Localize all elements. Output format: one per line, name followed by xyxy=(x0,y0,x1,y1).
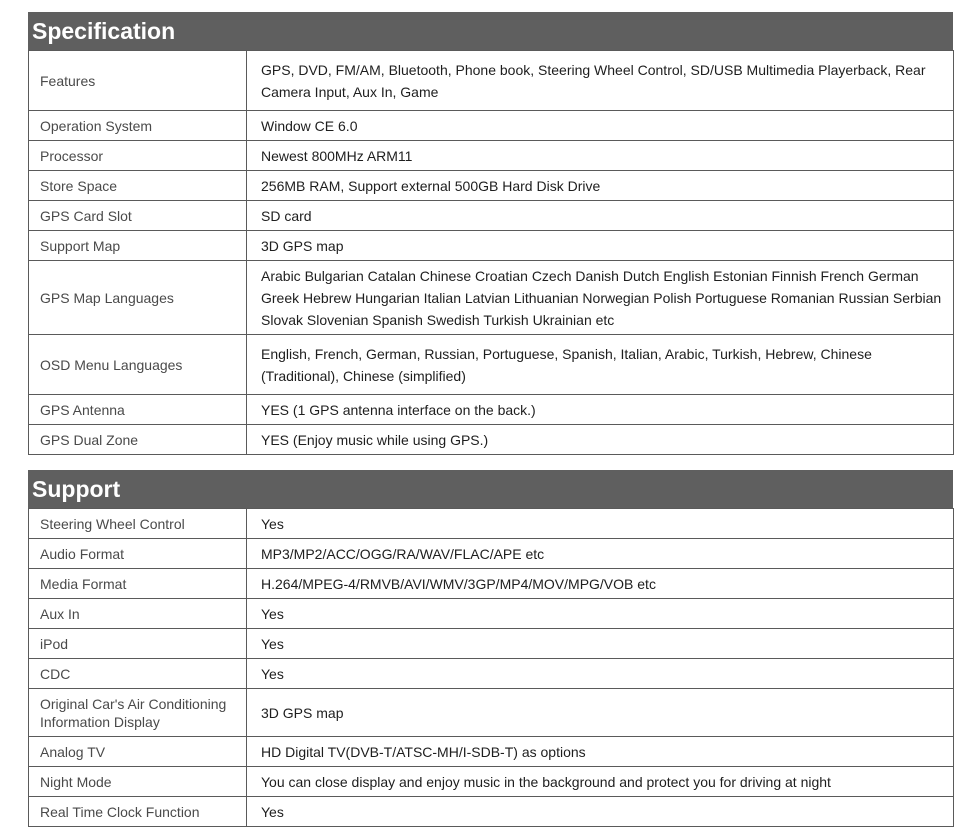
spec-label: GPS Dual Zone xyxy=(29,425,247,455)
spec-value: Arabic Bulgarian Catalan Chinese Croatian Czech Danish Dutch English Estonian Finnish French German Greek Hebrew Hungarian Italian Latvian Lithuanian Norwegian Polish Portuguese Romanian Russian Serbian Slovak Slovenian Spanish Swedish Turkish Ukrainian etc xyxy=(247,261,954,335)
support-label: iPod xyxy=(29,629,247,659)
support-header: Support xyxy=(28,470,953,508)
table-row xyxy=(29,335,954,395)
support-label: Steering Wheel Control xyxy=(29,509,247,539)
spec-label: GPS Card Slot xyxy=(29,201,247,231)
table-row xyxy=(29,261,954,335)
support-label: Real Time Clock Function xyxy=(29,797,247,827)
support-value: MP3/MP2/ACC/OGG/RA/WAV/FLAC/APE etc xyxy=(247,539,954,569)
table-row xyxy=(29,767,954,797)
table-row xyxy=(29,569,954,599)
support-label: Original Car's Air Conditioning Information Display xyxy=(29,689,247,737)
spec-label: OSD Menu Languages xyxy=(29,335,247,395)
table-row xyxy=(29,51,954,111)
spec-value: YES (1 GPS antenna interface on the back.) xyxy=(247,395,954,425)
support-table xyxy=(28,508,954,827)
table-row xyxy=(29,599,954,629)
specification-table xyxy=(28,50,954,455)
table-row xyxy=(29,111,954,141)
table-row xyxy=(29,141,954,171)
spec-value: 256MB RAM, Support external 500GB Hard Disk Drive xyxy=(247,171,954,201)
table-row xyxy=(29,201,954,231)
support-label: Audio Format xyxy=(29,539,247,569)
spec-label: Processor xyxy=(29,141,247,171)
table-row xyxy=(29,629,954,659)
support-label: Night Mode xyxy=(29,767,247,797)
spec-label: Store Space xyxy=(29,171,247,201)
table-row xyxy=(29,425,954,455)
support-value: Yes xyxy=(247,797,954,827)
spec-label: Features xyxy=(29,51,247,111)
spec-label: Operation System xyxy=(29,111,247,141)
support-value: You can close display and enjoy music in the background and protect you for driving at night xyxy=(247,767,954,797)
table-row xyxy=(29,737,954,767)
support-section xyxy=(28,470,953,827)
table-row xyxy=(29,231,954,261)
spec-label: Support Map xyxy=(29,231,247,261)
spec-value: Window CE 6.0 xyxy=(247,111,954,141)
specification-header: Specification xyxy=(28,12,953,50)
support-label: Media Format xyxy=(29,569,247,599)
support-label: Analog TV xyxy=(29,737,247,767)
table-row xyxy=(29,509,954,539)
spec-value: YES (Enjoy music while using GPS.) xyxy=(247,425,954,455)
spec-label: GPS Antenna xyxy=(29,395,247,425)
support-value: Yes xyxy=(247,509,954,539)
spec-label: GPS Map Languages xyxy=(29,261,247,335)
spec-value: Newest 800MHz ARM11 xyxy=(247,141,954,171)
spec-value: English, French, German, Russian, Portuguese, Spanish, Italian, Arabic, Turkish, Hebrew, Chinese (Traditional), Chinese (simplified) xyxy=(247,335,954,395)
table-row xyxy=(29,797,954,827)
table-row xyxy=(29,539,954,569)
specification-section xyxy=(28,12,953,455)
support-value: HD Digital TV(DVB-T/ATSC-MH/I-SDB-T) as options xyxy=(247,737,954,767)
support-value: Yes xyxy=(247,629,954,659)
table-row xyxy=(29,659,954,689)
support-value: H.264/MPEG-4/RMVB/AVI/WMV/3GP/MP4/MOV/MPG/VOB etc xyxy=(247,569,954,599)
table-row xyxy=(29,171,954,201)
spec-value: SD card xyxy=(247,201,954,231)
support-value: 3D GPS map xyxy=(247,689,954,737)
support-label: CDC xyxy=(29,659,247,689)
spec-value: GPS, DVD, FM/AM, Bluetooth, Phone book, Steering Wheel Control, SD/USB Multimedia Playerback, Rear Camera Input, Aux In, Game xyxy=(247,51,954,111)
table-row xyxy=(29,689,954,737)
spec-value: 3D GPS map xyxy=(247,231,954,261)
table-row xyxy=(29,395,954,425)
support-label: Aux In xyxy=(29,599,247,629)
support-value: Yes xyxy=(247,659,954,689)
support-value: Yes xyxy=(247,599,954,629)
